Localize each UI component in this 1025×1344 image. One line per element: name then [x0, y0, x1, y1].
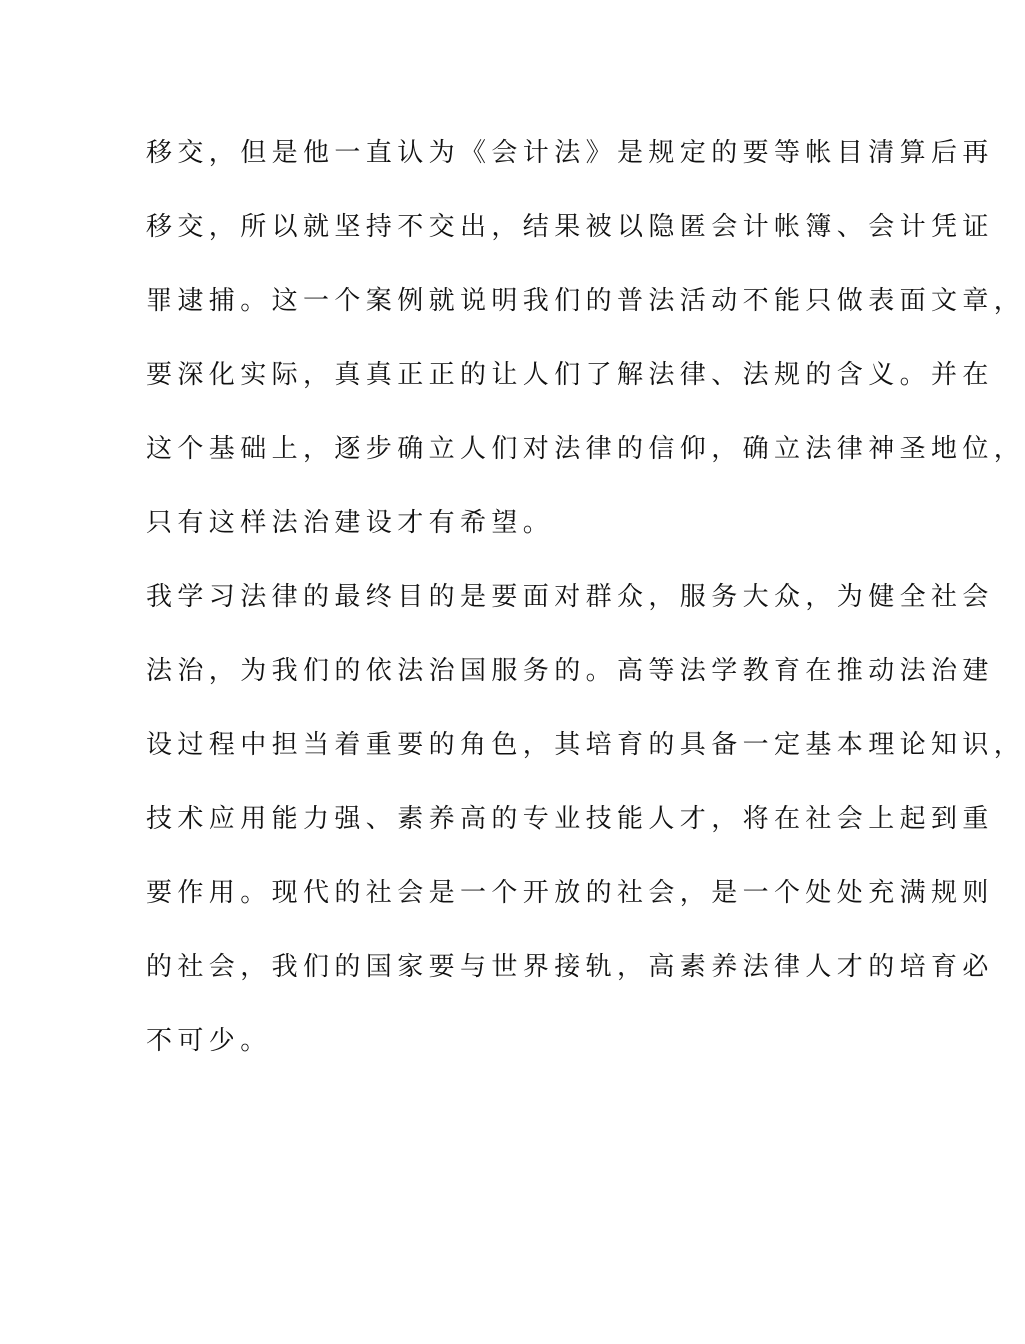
text-line: 罪逮捕。这一个案例就说明我们的普法活动不能只做表面文章， [146, 286, 1025, 316]
text-line: 移交，但是他一直认为《会计法》是规定的要等帐目清算后再 [146, 138, 994, 168]
text-line: 要作用。现代的社会是一个开放的社会，是一个处处充满规则 [146, 878, 994, 908]
text-line: 法治，为我们的依法治国服务的。高等法学教育在推动法治建 [146, 656, 994, 686]
text-line: 要深化实际，真真正正的让人们了解法律、法规的含义。并在 [146, 360, 994, 390]
text-line: 不可少。 [146, 1026, 272, 1056]
text-line: 的社会，我们的国家要与世界接轨，高素养法律人才的培育必 [146, 952, 994, 982]
body-text [146, 131, 1025, 1093]
text-line: 我学习法律的最终目的是要面对群众，服务大众，为健全社会 [146, 582, 994, 612]
text-line: 设过程中担当着重要的角色，其培育的具备一定基本理论知识， [146, 730, 1025, 760]
text-line: 技术应用能力强、素养高的专业技能人才，将在社会上起到重 [146, 804, 994, 834]
text-line: 移交，所以就坚持不交出，结果被以隐匿会计帐簿、会计凭证 [146, 212, 994, 242]
text-line: 只有这样法治建设才有希望。 [146, 508, 555, 538]
text-line: 这个基础上，逐步确立人们对法律的信仰，确立法律神圣地位， [146, 434, 1025, 464]
